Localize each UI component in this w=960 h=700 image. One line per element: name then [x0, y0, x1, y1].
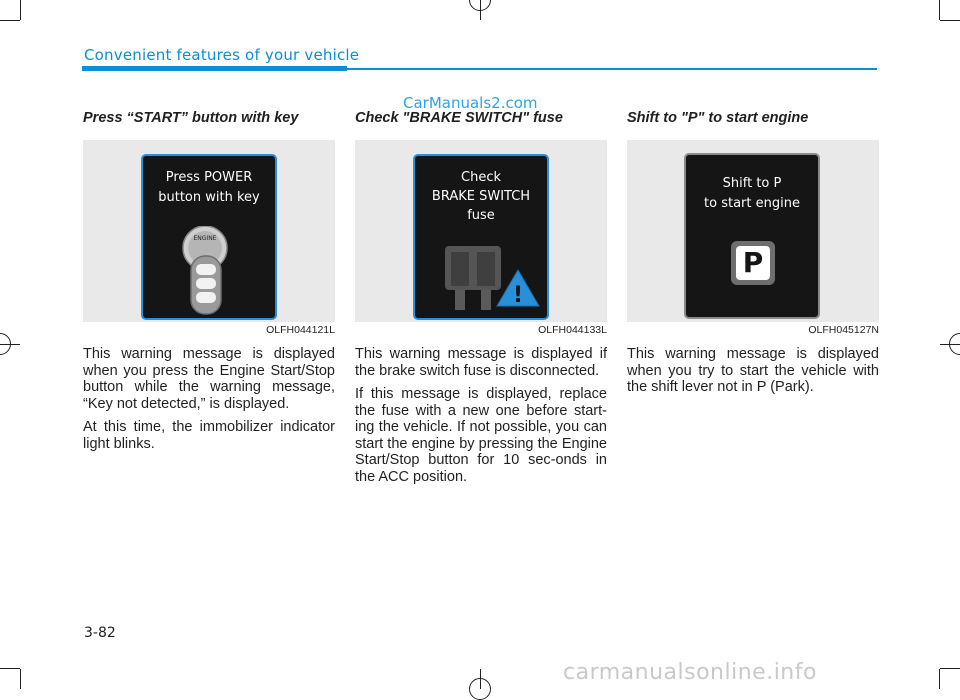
header-rule: [347, 68, 877, 70]
registration-mark: [480, 669, 481, 689]
gear-letter: P: [736, 246, 770, 280]
display-line: Shift to P: [722, 176, 782, 191]
crop-mark: [20, 669, 21, 689]
header-rule: [82, 66, 347, 71]
registration-mark: [0, 344, 20, 345]
paragraph: This warning message is displayed when you try to start the vehicle with the shift lever not in P (Park).: [627, 346, 879, 395]
figure-panel: [83, 140, 335, 322]
column-brake-switch: [355, 110, 607, 492]
figure-id: OLFH045127N: [808, 324, 879, 336]
crop-mark: [0, 668, 20, 669]
crop-mark: [0, 20, 20, 21]
park-indicator-icon: [731, 241, 775, 285]
paragraph: If this message is displayed, replace the fuse with a new one before start-ing the vehicle. If not possible, you can start the engine by pressing the Engine Start/Stop button for 10 sec-onds in the ACC position.: [355, 386, 607, 485]
registration-mark: [940, 344, 960, 345]
paragraph: This warning message is displayed if the brake switch fuse is disconnected.: [355, 346, 607, 379]
figure-panel: [355, 140, 607, 322]
column-heading: Shift to "P" to start engine: [627, 110, 809, 126]
column-heading: Press “START” button with key: [83, 110, 299, 126]
cluster-display: [413, 154, 549, 320]
smart-key-icon: [179, 226, 239, 316]
display-line: fuse: [467, 208, 495, 223]
figure-id: OLFH044121L: [266, 324, 335, 336]
column-press-start: [83, 110, 335, 459]
crop-mark: [940, 668, 960, 669]
registration-mark: [480, 0, 481, 20]
section-title: Convenient features of your vehicle: [84, 46, 360, 64]
display-line: to start engine: [704, 196, 800, 211]
display-line: button with key: [158, 190, 260, 205]
crop-mark: [20, 0, 21, 20]
body-text: [627, 346, 879, 396]
paragraph: At this time, the immobilizer indicator light blinks.: [83, 419, 335, 452]
page-number: 3-82: [84, 625, 116, 641]
cluster-display: [141, 154, 277, 320]
body-text: [355, 346, 607, 485]
display-line: BRAKE SWITCH: [431, 189, 531, 204]
display-line: Check: [461, 170, 501, 185]
body-text: [83, 346, 335, 452]
watermark-top[interactable]: CarManuals2.com: [403, 94, 538, 112]
warning-symbol: !: [512, 283, 524, 308]
figure-panel: [627, 140, 879, 322]
cluster-display: [684, 153, 820, 319]
warning-triangle-icon: [495, 268, 541, 308]
column-shift-to-p: [627, 110, 879, 403]
crop-mark: [940, 20, 960, 21]
display-line: Press POWER: [165, 170, 253, 185]
paragraph: This warning message is displayed when you press the Engine Start/Stop button while the warning message, “Key not detected,” is displayed.: [83, 346, 335, 412]
watermark-bottom[interactable]: carmanualsonline.info: [563, 660, 817, 685]
column-heading: Check "BRAKE SWITCH" fuse: [355, 110, 563, 126]
figure-id: OLFH044133L: [538, 324, 607, 336]
crop-mark: [939, 669, 940, 689]
crop-mark: [939, 0, 940, 20]
key-label: ENGINE: [193, 235, 217, 242]
